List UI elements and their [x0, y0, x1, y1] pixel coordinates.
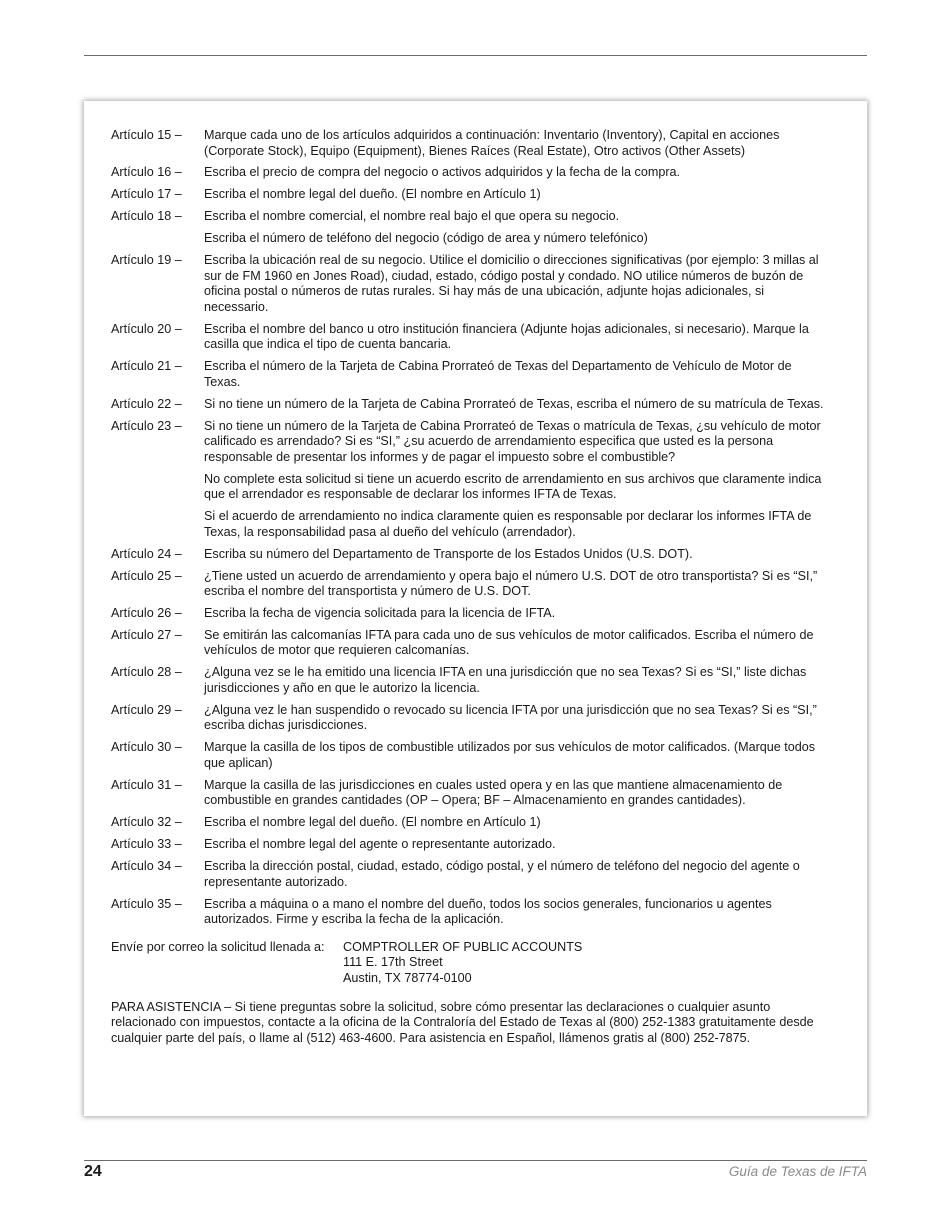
article-row: [111, 547, 829, 563]
article-label: Artículo 26 –: [111, 606, 182, 620]
article-label: Artículo 21 –: [111, 359, 182, 374]
article-label: Artículo 35 –: [111, 896, 182, 911]
article-text: [204, 740, 829, 771]
article-text: [204, 837, 829, 853]
article-paragraph: Escriba el nombre legal del agente o representante autorizado.: [204, 837, 556, 852]
article-label: Artículo 30 –: [111, 740, 182, 755]
article-paragraph: Marque cada uno de los artículos adquiridos a continuación: Inventario (Inventory), Capital en acciones (Corporate Stock), Equipo (Equipment), Bienes Raíces (Real Estate), Otro activos (Other Assets): [204, 128, 780, 158]
article-paragraph: ¿Alguna vez se le ha emitido una licencia IFTA en una jurisdicción que no sea Texas? Si es “SI,” liste dichas jurisdicciones y año en que le autorizo la licencia.: [204, 665, 807, 695]
article-row: [111, 740, 829, 771]
article-row: [111, 209, 829, 246]
article-text: [204, 703, 829, 734]
address-line: COMPTROLLER OF PUBLIC ACCOUNTS: [343, 939, 583, 954]
article-label: Artículo 15 –: [111, 128, 182, 142]
article-text: [204, 419, 829, 541]
page-number: 24: [84, 1163, 102, 1180]
article-text: [204, 859, 829, 890]
article-paragraph: Escriba a máquina o a mano el nombre del dueño, todos los socios generales, funcionarios u agentes autorizados. Firme y escriba la fecha de la aplicación.: [204, 896, 772, 927]
article-paragraph: Escriba la dirección postal, ciudad, estado, código postal, y el número de teléfono del negocio del agente o representante autorizado.: [204, 859, 800, 889]
article-paragraph: Marque la casilla de los tipos de combustible utilizados por sus vehículos de motor calificados. (Marque todos que aplican): [204, 740, 816, 770]
article-paragraph: ¿Alguna vez le han suspendido o revocado su licencia IFTA por una jurisdicción que no sea Texas? Si es “SI,” escriba dichas jurisdicciones.: [204, 702, 817, 733]
article-paragraph: ¿Tiene usted un acuerdo de arrendamiento y opera bajo el número U.S. DOT de otro transportista? Si es “SI,” escriba el nombre del transportista y número de U.S. DOT.: [204, 568, 818, 599]
article-label: Artículo 29 –: [111, 702, 182, 717]
article-paragraph: Escriba el nombre legal del dueño. (El nombre en Artículo 1): [204, 187, 541, 202]
article-row: [111, 665, 829, 696]
article-paragraph: Escriba el nombre legal del dueño. (El nombre en Artículo 1): [204, 815, 541, 830]
article-paragraph: Si no tiene un número de la Tarjeta de Cabina Prorrateó de Texas, escriba el número de su matrícula de Texas.: [204, 396, 824, 411]
article-label: Artículo 34 –: [111, 859, 182, 874]
article-label: Artículo 32 –: [111, 815, 182, 830]
article-row: [111, 569, 829, 600]
assistance-paragraph: PARA ASISTENCIA – Si tiene preguntas sobre la solicitud, sobre cómo presentar las declaraciones o cualquier asunto relacionado con impuestos, contacte a la oficina de la Contraloría del Estado de Texas al (800) 252-1383 gratuitamente desde cualquier parte del país, o llame al (512) 463-4600. Para asistencia en Español, llámenos gratis al (800) 252-7875.: [111, 999, 814, 1045]
article-row: [111, 165, 829, 181]
footer-rule: [84, 1160, 867, 1161]
article-paragraph: Escriba su número del Departamento de Transporte de los Estados Unidos (U.S. DOT).: [204, 546, 693, 561]
article-text: [204, 628, 829, 659]
article-label: Artículo 24 –: [111, 546, 182, 561]
article-row: [111, 859, 829, 890]
article-paragraph: Escriba la ubicación real de su negocio. Utilice el domicilio o direcciones significativas (por ejemplo: 3 millas al sur de FM 1960 en Jones Road), ciudad, estado, código postal y condado. NO utilice números de buzón de oficina postal o números de rutas rurales. Si hay más de una ubicación, adjunte hojas adicionales, si necessario.: [204, 253, 819, 314]
article-text: [204, 322, 829, 353]
article-row: [111, 322, 829, 353]
article-text: [204, 665, 829, 696]
article-label: Artículo 27 –: [111, 627, 182, 642]
article-text: [204, 359, 829, 390]
article-row: [111, 419, 829, 541]
article-text: [204, 569, 829, 600]
article-row: [111, 628, 829, 659]
article-row: [111, 606, 829, 622]
article-paragraph: No complete esta solicitud si tiene un acuerdo escrito de arrendamiento en sus archivos que claramente indica que el arrendador es responsable de declarar los informes IFTA de Texas.: [204, 471, 822, 502]
header-rule: [84, 55, 867, 56]
article-label: Artículo 28 –: [111, 665, 182, 680]
mailing-label: Envíe por correo la solicitud llenada a:: [111, 939, 325, 954]
article-label: Artículo 23 –: [111, 418, 182, 433]
article-paragraph: Escriba la fecha de vigencia solicitada para la licencia de IFTA.: [204, 606, 556, 620]
article-text: [204, 209, 829, 246]
article-text: [204, 397, 829, 413]
instructions-panel: [84, 101, 867, 1116]
footer-title: Guía de Texas de IFTA: [728, 1164, 867, 1179]
article-label: Artículo 16 –: [111, 165, 182, 180]
article-row: [111, 253, 829, 315]
article-row: [111, 837, 829, 853]
article-row: [111, 359, 829, 390]
article-text: [204, 606, 829, 622]
article-row: [111, 703, 829, 734]
article-text: [204, 165, 829, 181]
article-paragraph: Escriba el número de la Tarjeta de Cabina Prorrateó de Texas del Departamento de Vehículo de Motor de Texas.: [204, 359, 792, 389]
article-text: [204, 253, 829, 315]
address-line: Austin, TX 78774-0100: [343, 970, 472, 985]
article-row: [111, 397, 829, 413]
article-row: [111, 128, 829, 159]
article-paragraph: Si no tiene un número de la Tarjeta de Cabina Prorrateó de Texas o matrícula de Texas, ¿su vehículo de motor calificado es arrendado? Si es “SI,” ¿su acuerdo de arrendamiento especifica que usted es la persona responsable de presentar los informes y de pagar el impuesto sobre el combustible?: [204, 418, 821, 464]
article-paragraph: Escriba el nombre comercial, el nombre real bajo el que opera su negocio.: [204, 209, 620, 224]
article-row: [111, 815, 829, 831]
article-label: Artículo 19 –: [111, 253, 182, 268]
article-text: [204, 897, 829, 928]
article-row: [111, 778, 829, 809]
article-label: Artículo 22 –: [111, 396, 182, 411]
mailing-address: [343, 940, 582, 987]
mailing-block: [111, 940, 829, 987]
article-paragraph: Escriba el nombre del banco u otro institución financiera (Adjunte hojas adicionales, si necesario). Marque la casilla que indica el tipo de cuenta bancaria.: [204, 321, 809, 352]
article-label: Artículo 33 –: [111, 837, 182, 852]
article-list: [111, 128, 829, 928]
article-label: Artículo 17 –: [111, 187, 182, 202]
article-text: [204, 547, 829, 563]
article-label: Artículo 20 –: [111, 321, 182, 336]
article-text: [204, 778, 829, 809]
article-paragraph: Escriba el número de teléfono del negocio (código de area y número telefónico): [204, 231, 648, 246]
article-label: Artículo 18 –: [111, 209, 182, 224]
article-paragraph: Escriba el precio de compra del negocio o activos adquiridos y la fecha de la compra.: [204, 165, 681, 180]
article-paragraph: Marque la casilla de las jurisdicciones en cuales usted opera y en las que mantiene almacenamiento de combustible en grandes cantidades (OP – Opera; BF – Almacenamiento en grandes cantidades).: [204, 777, 783, 808]
address-line: 111 E. 17th Street: [343, 955, 443, 970]
article-label: Artículo 25 –: [111, 568, 182, 583]
article-label: Artículo 31 –: [111, 777, 182, 792]
article-row: [111, 897, 829, 928]
article-paragraph: Se emitirán las calcomanías IFTA para cada uno de sus vehículos de motor calificados. Escriba el número de vehículos de motor que requieren calcomanías.: [204, 627, 814, 658]
article-row: [111, 187, 829, 203]
article-text: [204, 187, 829, 203]
article-text: [204, 128, 829, 159]
article-paragraph: Si el acuerdo de arrendamiento no indica claramente quien es responsable por declarar los informes IFTA de Texas, la responsabilidad pasa al dueño del vehículo (arrendador).: [204, 509, 812, 539]
article-text: [204, 815, 829, 831]
